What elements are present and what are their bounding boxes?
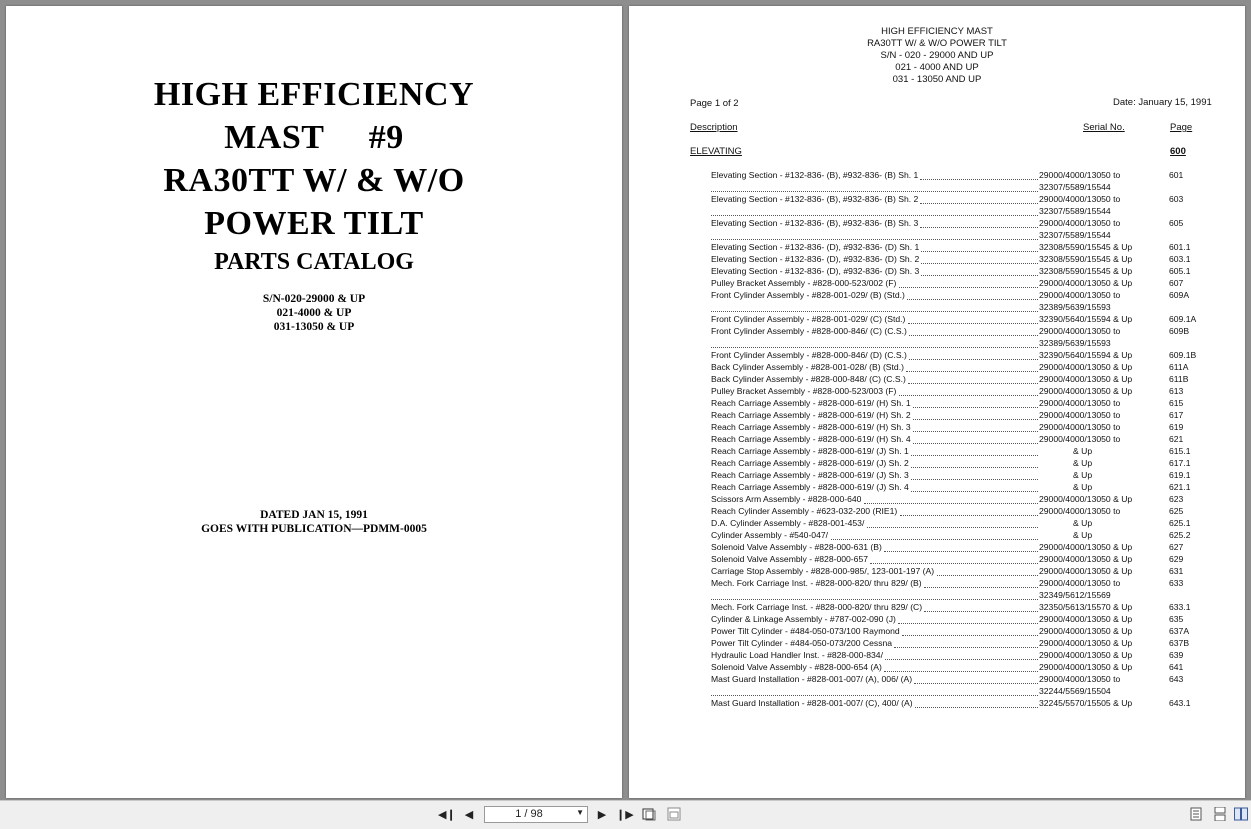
row-description: Solenoid Valve Assembly - #828-000-631 (B)	[711, 542, 882, 552]
section-page: 600	[1170, 146, 1186, 157]
row-description: Elevating Section - #132-836- (B), #932-836- (B) Sh. 2	[711, 194, 919, 204]
row-page: 633.1	[1169, 602, 1191, 612]
cover-serial-1: S/N-020-29000 & UP	[262, 293, 366, 305]
row-serial: 32390/5640/15594 & Up	[1039, 350, 1133, 360]
row-description: Mech. Fork Carriage Inst. - #828-000-820/ thru 829/ (B)	[711, 578, 922, 588]
row-description: Cylinder Assembly - #540-047/	[711, 530, 829, 540]
row-description: D.A. Cylinder Assembly - #828-001-453/	[711, 518, 865, 528]
index-row	[711, 302, 1231, 314]
row-serial: 29000/4000/13050 & Up	[1039, 614, 1133, 624]
dot-leader	[711, 215, 1038, 216]
row-description: Power Tilt Cylinder - #484-050-073/200 Cessna	[711, 638, 893, 648]
index-row	[711, 386, 1231, 398]
dot-leader	[913, 419, 1038, 420]
row-serial: & Up	[1073, 518, 1093, 528]
single-page-view-icon[interactable]	[1188, 807, 1204, 823]
row-page: 603	[1169, 194, 1184, 204]
dot-leader	[711, 347, 1038, 348]
index-row	[711, 542, 1231, 554]
row-serial: 29000/4000/13050 to	[1039, 578, 1121, 588]
index-row	[711, 590, 1231, 602]
cover-title-line-4: POWER TILT	[204, 205, 424, 242]
row-page: 639	[1169, 650, 1184, 660]
row-page: 627	[1169, 542, 1184, 552]
dot-leader	[906, 371, 1038, 372]
row-description: Scissors Arm Assembly - #828-000-640	[711, 494, 862, 504]
index-row	[711, 626, 1231, 638]
dot-leader	[909, 335, 1038, 336]
row-serial: 29000/4000/13050 & Up	[1039, 650, 1133, 660]
cover-title-line-3: RA30TT W/ & W/O	[163, 162, 465, 199]
row-description: Solenoid Valve Assembly - #828-000-657	[711, 554, 869, 564]
row-description: Reach Carriage Assembly - #828-000-619/ (J) Sh. 1	[711, 446, 909, 456]
row-page: 637A	[1169, 626, 1190, 636]
dot-leader	[894, 647, 1038, 648]
index-row	[711, 482, 1231, 494]
index-row	[711, 554, 1231, 566]
fit-width-icon[interactable]	[666, 807, 682, 823]
cover-dated: DATED JAN 15, 1991	[260, 509, 368, 521]
row-page: 607	[1169, 278, 1184, 288]
row-serial: 29000/4000/13050 & Up	[1039, 494, 1133, 504]
index-row	[711, 530, 1231, 542]
row-page: 605	[1169, 218, 1184, 228]
row-page: 609B	[1169, 326, 1190, 336]
dot-leader	[908, 323, 1038, 324]
row-page: 623	[1169, 494, 1184, 504]
index-row	[711, 686, 1231, 698]
row-page: 605.1	[1169, 266, 1191, 276]
index-row	[711, 674, 1231, 686]
index-row	[711, 602, 1231, 614]
index-row	[711, 410, 1231, 422]
row-description: Hydraulic Load Handler Inst. - #828-000-834/	[711, 650, 883, 660]
publication-date: Date: January 15, 1991	[1113, 97, 1212, 108]
row-serial: 29000/4000/13050 to	[1039, 422, 1121, 432]
row-description: Elevating Section - #132-836- (D), #932-836- (D) Sh. 3	[711, 266, 920, 276]
row-serial: 32389/5639/15593	[1039, 338, 1111, 348]
cover-publication: GOES WITH PUBLICATION—PDMM-0005	[201, 523, 427, 535]
index-row	[711, 578, 1231, 590]
header-line: RA30TT W/ & W/O POWER TILT	[867, 37, 1007, 49]
row-serial: 29000/4000/13050 & Up	[1039, 278, 1133, 288]
row-page: 635	[1169, 614, 1184, 624]
cover-serial-3: 031-13050 & UP	[273, 321, 355, 333]
index-row	[711, 434, 1231, 446]
index-row	[711, 506, 1231, 518]
row-page: 619.1	[1169, 470, 1191, 480]
row-serial: & Up	[1073, 446, 1093, 456]
index-row	[711, 206, 1231, 218]
viewer-toolbar	[0, 800, 1251, 829]
dot-leader	[908, 383, 1038, 384]
index-row	[711, 650, 1231, 662]
row-serial: 32308/5590/15545 & Up	[1039, 242, 1133, 252]
fit-page-icon[interactable]	[641, 807, 657, 823]
index-row	[711, 494, 1231, 506]
index-row	[711, 470, 1231, 482]
row-serial: 29000/4000/13050 & Up	[1039, 362, 1133, 372]
row-description: Front Cylinder Assembly - #828-001-029/ (B) (Std.)	[711, 290, 905, 300]
row-serial: 32389/5639/15593	[1039, 302, 1111, 312]
index-header	[629, 26, 1245, 86]
column-header-page: Page	[1170, 122, 1193, 133]
index-row	[711, 230, 1231, 242]
row-page: 617.1	[1169, 458, 1191, 468]
dot-leader	[911, 467, 1038, 468]
dot-leader	[937, 575, 1038, 576]
row-description: Front Cylinder Assembly - #828-000-846/ (D) (C.S.)	[711, 350, 907, 360]
row-page: 617	[1169, 410, 1184, 420]
row-serial: 32308/5590/15545 & Up	[1039, 254, 1133, 264]
row-page: 625	[1169, 506, 1184, 516]
row-description: Front Cylinder Assembly - #828-001-029/ (C) (Std.)	[711, 314, 906, 324]
dot-leader	[915, 707, 1038, 708]
row-description: Front Cylinder Assembly - #828-000-846/ (C) (C.S.)	[711, 326, 907, 336]
row-description: Power Tilt Cylinder - #484-050-073/100 Raymond	[711, 626, 900, 636]
row-page: 609.1A	[1169, 314, 1197, 324]
dot-leader	[913, 407, 1038, 408]
index-row	[711, 350, 1231, 362]
row-description: Elevating Section - #132-836- (D), #932-836- (D) Sh. 1	[711, 242, 920, 252]
dot-leader	[921, 251, 1038, 252]
dot-leader	[884, 551, 1038, 552]
row-description: Reach Carriage Assembly - #828-000-619/ (J) Sh. 4	[711, 482, 909, 492]
column-header-description: Description	[690, 122, 738, 133]
dot-leader	[913, 443, 1038, 444]
dot-leader	[867, 527, 1038, 528]
row-serial: 32390/5640/15594 & Up	[1039, 314, 1133, 324]
row-description: Reach Carriage Assembly - #828-000-619/ (J) Sh. 2	[711, 458, 909, 468]
row-serial: 29000/4000/13050 to	[1039, 398, 1121, 408]
row-page: 621	[1169, 434, 1184, 444]
row-serial: 29000/4000/13050 & Up	[1039, 386, 1133, 396]
dot-leader	[711, 695, 1038, 696]
index-row	[711, 266, 1231, 278]
chevron-down-icon: ▼	[576, 808, 584, 817]
dot-leader	[924, 611, 1038, 612]
row-description: Mech. Fork Carriage Inst. - #828-000-820/ thru 829/ (C)	[711, 602, 923, 612]
row-page: 601.1	[1169, 242, 1191, 252]
row-description: Carriage Stop Assembly - #828-000-985/, 123-001-197 (A)	[711, 566, 935, 576]
dot-leader	[864, 503, 1038, 504]
column-header-serial: Serial No.	[1083, 122, 1125, 133]
row-description: Reach Carriage Assembly - #828-000-619/ (H) Sh. 2	[711, 410, 911, 420]
row-page: 629	[1169, 554, 1184, 564]
row-serial: 29000/4000/13050 to	[1039, 434, 1121, 444]
index-row	[711, 458, 1231, 470]
dot-leader	[911, 455, 1038, 456]
cover-title-line-2: MAST #9	[224, 119, 404, 156]
row-serial: 32307/5589/15544	[1039, 230, 1111, 240]
row-description: Reach Carriage Assembly - #828-000-619/ (H) Sh. 1	[711, 398, 911, 408]
row-page: 625.2	[1169, 530, 1191, 540]
page-select[interactable]	[484, 806, 588, 823]
row-description: Elevating Section - #132-836- (B), #932-836- (B) Sh. 3	[711, 218, 919, 228]
index-row	[711, 446, 1231, 458]
row-serial: 32244/5569/15504	[1039, 686, 1111, 696]
row-serial: 29000/4000/13050 to	[1039, 170, 1121, 180]
row-serial: 29000/4000/13050 & Up	[1039, 638, 1133, 648]
row-page: 625.1	[1169, 518, 1191, 528]
dot-leader	[920, 179, 1038, 180]
index-row	[711, 182, 1231, 194]
row-serial: 29000/4000/13050 & Up	[1039, 542, 1133, 552]
index-row	[711, 218, 1231, 230]
row-serial: & Up	[1073, 458, 1093, 468]
dot-leader	[884, 671, 1038, 672]
row-page: 631	[1169, 566, 1184, 576]
index-row	[711, 398, 1231, 410]
dot-leader	[711, 599, 1038, 600]
last-page-icon[interactable]: ❙▶	[616, 809, 634, 821]
first-page-icon[interactable]: ◀❙	[438, 809, 456, 821]
dot-leader	[902, 635, 1038, 636]
index-row	[711, 242, 1231, 254]
index-row	[711, 662, 1231, 674]
row-serial: 32307/5589/15544	[1039, 182, 1111, 192]
cover-page	[6, 6, 622, 798]
row-page: 637B	[1169, 638, 1190, 648]
page-indicator: 1 / 98	[515, 808, 543, 820]
header-line: 021 - 4000 AND UP	[895, 61, 979, 73]
dot-leader	[921, 263, 1038, 264]
row-page: 641	[1169, 662, 1184, 672]
row-serial: 32307/5589/15544	[1039, 206, 1111, 216]
section-title: ELEVATING	[690, 146, 742, 157]
index-row	[711, 638, 1231, 650]
row-description: Mast Guard Installation - #828-001-007/ (C), 400/ (A)	[711, 698, 913, 708]
row-description: Mast Guard Installation - #828-001-007/ (A), 006/ (A)	[711, 674, 913, 684]
row-description: Pulley Bracket Assembly - #828-000-523/003 (F)	[711, 386, 897, 396]
dot-leader	[911, 479, 1038, 480]
row-page: 613	[1169, 386, 1184, 396]
row-page: 609A	[1169, 290, 1190, 300]
dot-leader	[711, 239, 1038, 240]
row-page: 643	[1169, 674, 1184, 684]
dot-leader	[870, 563, 1038, 564]
row-serial: 29000/4000/13050 to	[1039, 194, 1121, 204]
dot-leader	[920, 203, 1038, 204]
row-serial: 29000/4000/13050 & Up	[1039, 566, 1133, 576]
row-description: Reach Carriage Assembly - #828-000-619/ (J) Sh. 3	[711, 470, 909, 480]
row-serial: 32245/5570/15505 & Up	[1039, 698, 1133, 708]
row-page: 615	[1169, 398, 1184, 408]
index-row	[711, 374, 1231, 386]
row-serial: 32349/5612/15569	[1039, 590, 1111, 600]
header-line: HIGH EFFICIENCY MAST	[881, 26, 993, 37]
dot-leader	[899, 287, 1038, 288]
row-page: 611B	[1169, 374, 1189, 384]
dot-leader	[900, 515, 1038, 516]
dot-leader	[921, 275, 1038, 276]
index-row	[711, 698, 1231, 710]
dot-leader	[907, 299, 1038, 300]
cover-title-line-1: HIGH EFFICIENCY	[153, 76, 475, 113]
row-description: Reach Cylinder Assembly - #623-032-200 (RIE1)	[711, 506, 898, 516]
dot-leader	[711, 311, 1038, 312]
row-serial: 29000/4000/13050 to	[1039, 326, 1121, 336]
row-description: Solenoid Valve Assembly - #828-000-654 (A)	[711, 662, 882, 672]
index-row	[711, 170, 1231, 182]
index-row	[711, 326, 1231, 338]
dot-leader	[913, 431, 1038, 432]
index-row	[711, 362, 1231, 374]
row-description: Back Cylinder Assembly - #828-000-848/ (C) (C.S.)	[711, 374, 906, 384]
row-page: 601	[1169, 170, 1184, 180]
row-serial: 29000/4000/13050 to	[1039, 506, 1121, 516]
row-serial: 29000/4000/13050 & Up	[1039, 626, 1133, 636]
row-description: Elevating Section - #132-836- (D), #932-836- (D) Sh. 2	[711, 254, 920, 264]
row-serial: 32350/5613/15570 & Up	[1039, 602, 1133, 612]
index-row	[711, 566, 1231, 578]
index-row	[711, 614, 1231, 626]
row-page: 609.1B	[1169, 350, 1197, 360]
row-serial: 29000/4000/13050 & Up	[1039, 662, 1133, 672]
cover-serial-2: 021-4000 & UP	[276, 307, 352, 319]
row-page: 603.1	[1169, 254, 1191, 264]
row-serial: & Up	[1073, 470, 1093, 480]
row-serial: 29000/4000/13050 to	[1039, 218, 1121, 228]
index-row	[711, 290, 1231, 302]
row-description: Reach Carriage Assembly - #828-000-619/ (H) Sh. 4	[711, 434, 911, 444]
row-description: Back Cylinder Assembly - #828-001-028/ (B) (Std.)	[711, 362, 904, 372]
header-line: 031 - 13050 AND UP	[892, 73, 982, 85]
row-serial: 29000/4000/13050 & Up	[1039, 554, 1133, 564]
index-row	[711, 422, 1231, 434]
index-row	[711, 254, 1231, 266]
index-row	[711, 314, 1231, 326]
row-page: 615.1	[1169, 446, 1191, 456]
header-line: S/N - 020 - 29000 AND UP	[880, 49, 994, 61]
row-page: 621.1	[1169, 482, 1191, 492]
row-page: 611A	[1169, 362, 1189, 372]
row-description: Reach Carriage Assembly - #828-000-619/ (H) Sh. 3	[711, 422, 911, 432]
index-page	[629, 6, 1245, 798]
index-row	[711, 338, 1231, 350]
row-serial: 29000/4000/13050 to	[1039, 410, 1121, 420]
next-page-icon[interactable]: ▶	[597, 809, 607, 821]
index-row	[711, 518, 1231, 530]
row-page: 619	[1169, 422, 1184, 432]
row-serial: 29000/4000/13050 to	[1039, 290, 1121, 300]
index-row	[711, 278, 1231, 290]
cover-subtitle: PARTS CATALOG	[214, 249, 414, 275]
page-count: Page 1 of 2	[690, 98, 739, 109]
row-page: 633	[1169, 578, 1184, 588]
dot-leader	[899, 395, 1038, 396]
dot-leader	[885, 659, 1038, 660]
row-serial: 29000/4000/13050 & Up	[1039, 374, 1133, 384]
dot-leader	[831, 539, 1038, 540]
dot-leader	[914, 683, 1038, 684]
two-page-view-icon[interactable]	[1233, 807, 1249, 823]
row-description: Pulley Bracket Assembly - #828-000-523/002 (F)	[711, 278, 897, 288]
prev-page-icon[interactable]: ◀	[464, 809, 474, 821]
dot-leader	[898, 623, 1038, 624]
dot-leader	[911, 491, 1038, 492]
continuous-view-icon[interactable]	[1212, 807, 1228, 823]
dot-leader	[711, 191, 1038, 192]
row-description: Cylinder & Linkage Assembly - #787-002-090 (J)	[711, 614, 896, 624]
dot-leader	[924, 587, 1038, 588]
row-serial: & Up	[1073, 482, 1093, 492]
index-row	[711, 194, 1231, 206]
row-serial: 29000/4000/13050 to	[1039, 674, 1121, 684]
row-serial: & Up	[1073, 530, 1093, 540]
row-description: Elevating Section - #132-836- (B), #932-836- (B) Sh. 1	[711, 170, 919, 180]
dot-leader	[920, 227, 1038, 228]
dot-leader	[909, 359, 1038, 360]
row-page: 643.1	[1169, 698, 1191, 708]
row-serial: 32308/5590/15545 & Up	[1039, 266, 1133, 276]
